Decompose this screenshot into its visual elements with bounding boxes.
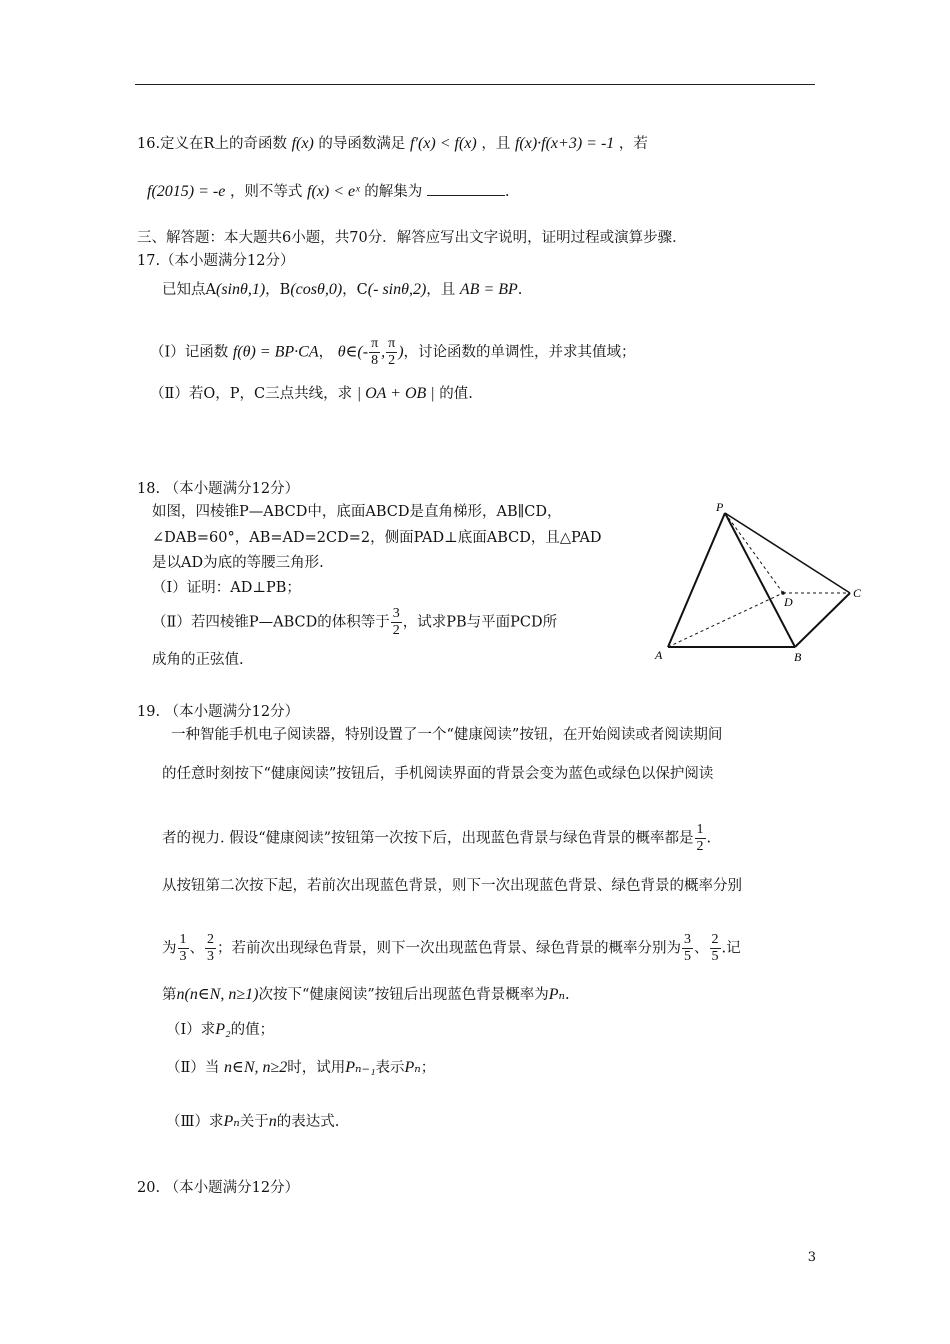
fraction-num: 2 xyxy=(711,932,719,947)
q19-heading: 19. （本小题满分12分） xyxy=(137,704,300,720)
q19-text: 、 xyxy=(189,940,204,957)
q19-text: . xyxy=(565,987,570,1003)
fraction xyxy=(178,932,189,965)
q16-text: ，且 xyxy=(481,136,511,152)
q17-given xyxy=(162,280,522,300)
label-d: D xyxy=(784,595,793,609)
q19-expr: n∈N, n≥2 xyxy=(223,1059,288,1076)
fraction-num: 1 xyxy=(696,822,704,837)
q19-n: n xyxy=(268,1113,277,1130)
q19-text: （Ⅲ）求 xyxy=(166,1114,224,1130)
q19-p2: P₂ xyxy=(215,1021,231,1038)
label-c: C xyxy=(853,586,862,600)
q17-point-c: (- sinθ,2) xyxy=(367,281,427,298)
q19-text: 关于 xyxy=(239,1114,269,1130)
q19-text: 为 xyxy=(162,940,177,957)
q17-text: ， xyxy=(318,344,334,361)
q17-text: 已知点A xyxy=(162,282,216,298)
fraction-den: 5 xyxy=(684,949,691,964)
q16-text: 的导函数满足 xyxy=(318,136,406,152)
q19-line4: 从按钮第二次按下起，若前次出现蓝色背景，则下一次出现蓝色背景、绿色背景的概率分别 xyxy=(162,878,742,894)
q20-heading: 20. （本小题满分12分） xyxy=(137,1180,300,1196)
q19-part1 xyxy=(166,1020,274,1040)
q19-pn-prev: Pₙ₋₁ xyxy=(345,1059,376,1076)
q17-domain: θ∈(- xyxy=(337,343,369,361)
fraction-den: 2 xyxy=(392,623,400,638)
q16-line1 xyxy=(137,134,648,154)
q16-line2 xyxy=(147,181,510,202)
q19-text: ；若前次出现绿色背景，则下一次出现蓝色背景、绿色背景的概率分别为 xyxy=(217,940,681,957)
q16-text: ，则不等式 xyxy=(229,184,303,200)
q17-part2 xyxy=(150,384,473,404)
q16-text: . xyxy=(504,184,510,200)
fraction xyxy=(391,606,402,639)
q17-function: f(θ) = BP·CA xyxy=(232,343,319,361)
q19-expr: n(n∈N, n≥1) xyxy=(176,986,259,1003)
q19-text: . xyxy=(706,830,712,847)
q19-text: 的表达式. xyxy=(276,1114,340,1130)
q18-line3: 是以AD为底的等腰三角形. xyxy=(152,555,324,571)
q17-point-a: (sinθ,1) xyxy=(215,281,266,298)
q18-part2 xyxy=(152,606,557,639)
q19-line2: 的任意时刻按下“健康阅读”按钮后，手机阅读界面的背景会变为蓝色或绿色以保护阅读 xyxy=(162,766,714,782)
q18-line2: ∠DAB=60°，AB=AD=2CD=2，侧面PAD⊥底面ABCD，且△PAD xyxy=(152,530,602,546)
q19-line5 xyxy=(162,932,741,965)
q19-text: .记 xyxy=(721,940,741,957)
q18-text: ，试求PB与平面PCD所 xyxy=(402,614,558,631)
label-b: B xyxy=(794,650,802,664)
fraction xyxy=(369,336,380,369)
q16-condition-value: f(2015) = -e xyxy=(147,183,226,200)
q19-line6 xyxy=(162,985,570,1005)
q19-pn: Pₙ xyxy=(548,986,566,1003)
label-a: A xyxy=(655,648,663,662)
q19-part3 xyxy=(166,1112,339,1132)
q19-text: 第 xyxy=(162,987,177,1003)
q19-text: 次按下“健康阅读”按钮后出现蓝色背景概率为 xyxy=(258,987,549,1003)
label-p: P xyxy=(716,500,724,514)
fraction-num: 1 xyxy=(179,932,187,947)
q19-line1: 一种智能手机电子阅读器，特别设置了一个“健康阅读”按钮，在开始阅读或者阅读期间 xyxy=(171,727,723,743)
q19-text: （Ⅱ）当 xyxy=(166,1060,220,1076)
q17-part1 xyxy=(150,336,636,369)
section-3-heading: 三、解答题：本大题共6小题，共70分．解答应写出文字说明，证明过程或演算步骤． xyxy=(137,230,687,246)
fraction xyxy=(682,932,693,965)
fraction xyxy=(695,822,706,855)
fraction-den: 2 xyxy=(388,353,396,368)
q17-point-b: (cosθ,0) xyxy=(290,281,343,298)
fraction-num: π xyxy=(371,336,379,351)
q17-text: ，B xyxy=(265,282,291,298)
fraction-num: 3 xyxy=(684,932,691,947)
fraction xyxy=(386,336,397,369)
q19-text: 者的视力. 假设“健康阅读”按钮第一次按下后，出现蓝色背景与绿色背景的概率都是 xyxy=(162,830,694,847)
fraction xyxy=(205,932,216,965)
q19-text: 、 xyxy=(694,940,709,957)
fraction-num: π xyxy=(388,336,396,351)
header-rule xyxy=(135,84,815,85)
q19-text: 时，试用 xyxy=(287,1060,346,1076)
q17-condition: AB = BP xyxy=(459,281,518,298)
q19-text: ； xyxy=(420,1060,436,1076)
q17-text: ，且 xyxy=(426,282,456,298)
q17-text: （Ⅱ）若O，P，C三点共线，求 xyxy=(150,386,353,402)
q16-condition-derivative: f′(x) < f(x) xyxy=(410,135,477,152)
q18-line1: 如图，四棱锥P—ABCD中，底面ABCD是直角梯形，AB∥CD， xyxy=(152,504,562,520)
q18-part1: （Ⅰ）证明：AD⊥PB； xyxy=(152,580,301,596)
q18-heading: 18. （本小题满分12分） xyxy=(137,481,300,497)
fraction-den: 3 xyxy=(207,949,214,964)
answer-blank[interactable] xyxy=(427,181,505,196)
page-number: 3 xyxy=(807,1250,816,1265)
q19-text: 的值； xyxy=(230,1022,275,1038)
q16-condition-product: f(x)·f(x+3) = -1 xyxy=(514,135,615,152)
q17-text: （Ⅰ）记函数 xyxy=(150,344,229,361)
q17-heading: 17.（本小题满分12分） xyxy=(137,253,295,269)
q16-text: ，若 xyxy=(618,136,648,152)
q16-text: 的解集为 xyxy=(364,184,423,200)
q19-part2 xyxy=(166,1058,435,1078)
fraction-den: 8 xyxy=(371,353,379,368)
fraction-den: 3 xyxy=(179,949,187,964)
fraction-den: 5 xyxy=(711,949,719,964)
q17-text: ，C xyxy=(342,282,368,298)
q19-line3 xyxy=(162,822,711,855)
q17-text: 的值. xyxy=(439,386,473,402)
q17-domain: ) xyxy=(398,343,404,361)
q17-domain: , xyxy=(381,343,386,361)
q16-text: 16.定义在R上的奇函数 xyxy=(137,136,287,152)
q16-fx: f(x) xyxy=(291,135,314,152)
q17-text: ，讨论函数的单调性，并求其值域； xyxy=(403,344,636,361)
q19-text: （Ⅰ）求 xyxy=(166,1022,216,1038)
q16-inequality: f(x) < eˣ xyxy=(307,183,360,200)
fraction xyxy=(710,932,721,965)
fraction-den: 2 xyxy=(696,839,704,854)
fraction-num: 2 xyxy=(207,932,214,947)
q17-text: . xyxy=(517,282,523,298)
pyramid-figure xyxy=(650,495,865,670)
q18-part2-cont: 成角的正弦值. xyxy=(152,652,244,668)
q17-vector-expr: | OA + OB | xyxy=(356,385,435,402)
q19-pn: Pₙ xyxy=(223,1113,240,1130)
fraction-num: 3 xyxy=(392,606,400,621)
q19-text: 表示 xyxy=(375,1060,405,1076)
q19-pn: Pₙ xyxy=(404,1059,421,1076)
q18-text: （Ⅱ）若四棱锥P—ABCD的体积等于 xyxy=(152,614,390,631)
